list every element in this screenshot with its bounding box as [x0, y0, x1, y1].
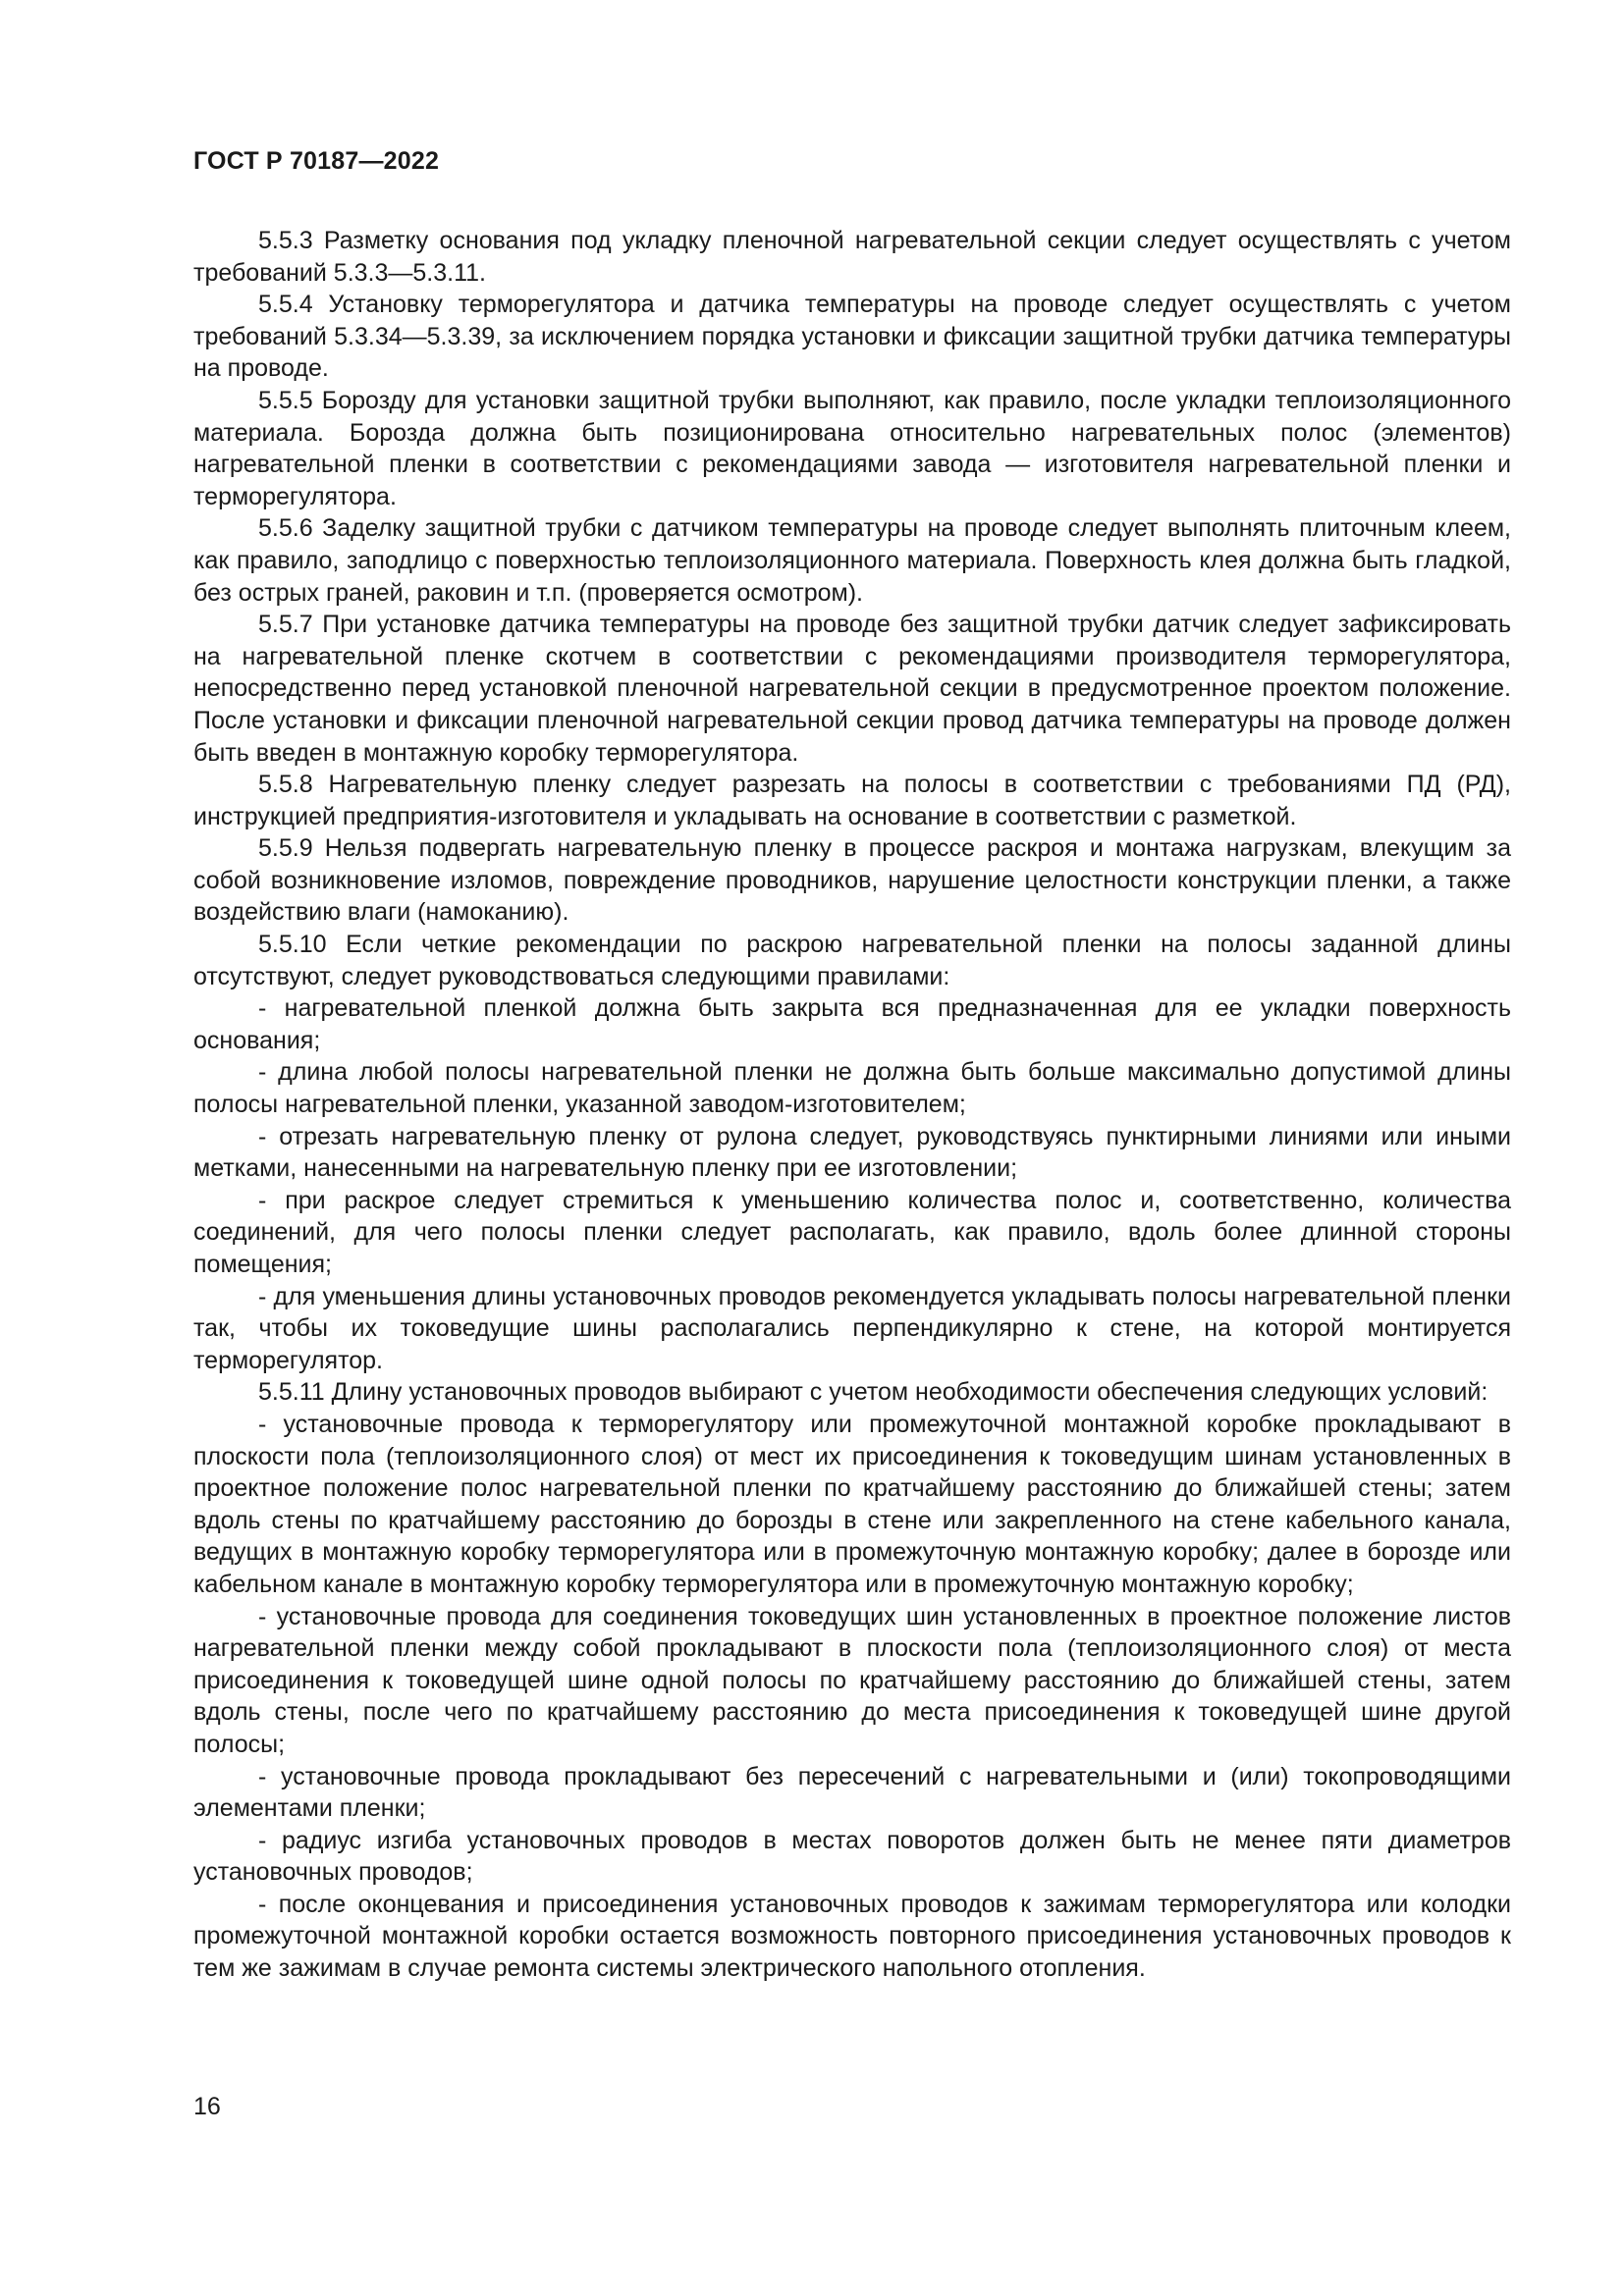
page-number: 16 [193, 2093, 221, 2120]
standard-header: ГОСТ Р 70187—2022 [193, 147, 440, 175]
paragraph-5-5-8: 5.5.8 Нагревательную пленку следует разрезать на полосы в соответствии с требованиями ПД (РД), инструкцией предприятия-изготовителя и укладывать на основание в соответствии с разметкой. [193, 771, 1511, 830]
document-body [193, 225, 1511, 1985]
list-item: - отрезать нагревательную пленку от рулона следует, руководствуясь пунктирными линиями или иными метками, нанесенными на нагревательную пленку при ее изготовлении; [193, 1122, 1511, 1183]
list-item: - при раскрое следует стремиться к уменьшению количества полос и, соответственно, количества соединений, для чего полосы пленки следует располагать, как правило, вдоль более длинной стороны помещения; [193, 1186, 1511, 1278]
paragraph-5-5-10: 5.5.10 Если четкие рекомендации по раскрою нагревательной пленки на полосы заданной длины отсутствуют, следует руководствоваться следующими правилами: [193, 931, 1511, 990]
list-item: - установочные провода для соединения токоведущих шин установленных в проектное положение листов нагревательной пленки между собой прокладывают в плоскости пола (теплоизоляционного слоя) от места присоединения к токоведущей шине одной полосы по кратчайшему расстоянию до ближайшей стены, затем вдоль стены, после чего по кратчайшему расстоянию до места присоединения к токоведущей шине другой полосы; [193, 1602, 1511, 1758]
list-item: - радиус изгиба установочных проводов в местах поворотов должен быть не менее пяти диаметров установочных проводов; [193, 1826, 1511, 1887]
paragraph-5-5-11: 5.5.11 Длину установочных проводов выбирают с учетом необходимости обеспечения следующих условий: [258, 1378, 1489, 1407]
paragraph-5-5-5: 5.5.5 Борозду для установки защитной трубки выполняют, как правило, после укладки теплоизоляционного материала. Борозда должна быть позиционирована относительно нагревательных полос (элементов) нагревательной пленки в соответствии с рекомендациями завода — изготовителя нагревательной пленки и терморегулятора. [193, 386, 1511, 510]
paragraph-5-5-3: 5.5.3 Разметку основания под укладку пленочной нагревательной секции следует осуществлять с учетом требований 5.3.3—5.3.11. [193, 227, 1511, 287]
list-item: - установочные провода к терморегулятору или промежуточной монтажной коробке прокладывают в плоскости пола (теплоизоляционного слоя) от мест их присоединения к токоведущим шинам установленных в проектное положение полос нагревательной пленки по кратчайшему расстоянию до ближайшей стены; затем вдоль стены по кратчайшему расстоянию до борозды в стене или закрепленного на стене кабельного канала, ведущих в монтажную коробку терморегулятора или в промежуточную монтажную коробку; далее в борозде или кабельном канале в монтажную коробку терморегулятора или в промежуточную монтажную коробку; [193, 1410, 1511, 1598]
paragraph-5-5-4: 5.5.4 Установку терморегулятора и датчика температуры на проводе следует осуществлять с учетом требований 5.3.34—5.3.39, за исключением порядка установки и фиксации защитной трубки датчика температуры на проводе. [193, 291, 1511, 383]
paragraph-5-5-9: 5.5.9 Нельзя подвергать нагревательную пленку в процессе раскроя и монтажа нагрузкам, влекущим за собой возникновение изломов, повреждение проводников, нарушение целостности конструкции пленки, а также воздействию влаги (намоканию). [193, 834, 1511, 927]
paragraph-5-5-6: 5.5.6 Заделку защитной трубки с датчиком температуры на проводе следует выполнять плиточным клеем, как правило, заподлицо с поверхностью теплоизоляционного материала. Поверхность клея должна быть гладкой, без острых граней, раковин и т.п. (проверяется осмотром). [193, 514, 1511, 607]
list-item: - установочные провода прокладывают без пересечений с нагревательными и (или) токопроводящими элементами пленки; [193, 1762, 1511, 1823]
list-item: - длина любой полосы нагревательной пленки не должна быть больше максимально допустимой длины полосы нагревательной пленки, указанной заводом-изготовителем; [193, 1058, 1511, 1119]
list-item: - после оконцевания и присоединения установочных проводов к зажимам терморегулятора или колодки промежуточной монтажной коробки остается возможность повторного присоединения установочных проводов к тем же зажимам в случае ремонта системы электрического напольного отопления. [193, 1890, 1511, 1983]
paragraph-5-5-7: 5.5.7 При установке датчика температуры на проводе без защитной трубки датчик следует зафиксировать на нагревательной пленке скотчем в соответствии с рекомендациями производителя терморегулятора, непосредственно перед установкой пленочной нагревательной секции в предусмотренное проектом положение. После установки и фиксации пленочной нагревательной секции провод датчика температуры на проводе должен быть введен в монтажную коробку терморегулятора. [193, 611, 1511, 767]
list-item: - для уменьшения длины установочных проводов рекомендуется укладывать полосы нагревательной пленки так, чтобы их токоведущие шины располагались перпендикулярно к стене, на которой монтируется терморегулятор. [193, 1282, 1511, 1374]
list-item: - нагревательной пленкой должна быть закрыта вся предназначенная для ее укладки поверхность основания; [193, 994, 1511, 1054]
